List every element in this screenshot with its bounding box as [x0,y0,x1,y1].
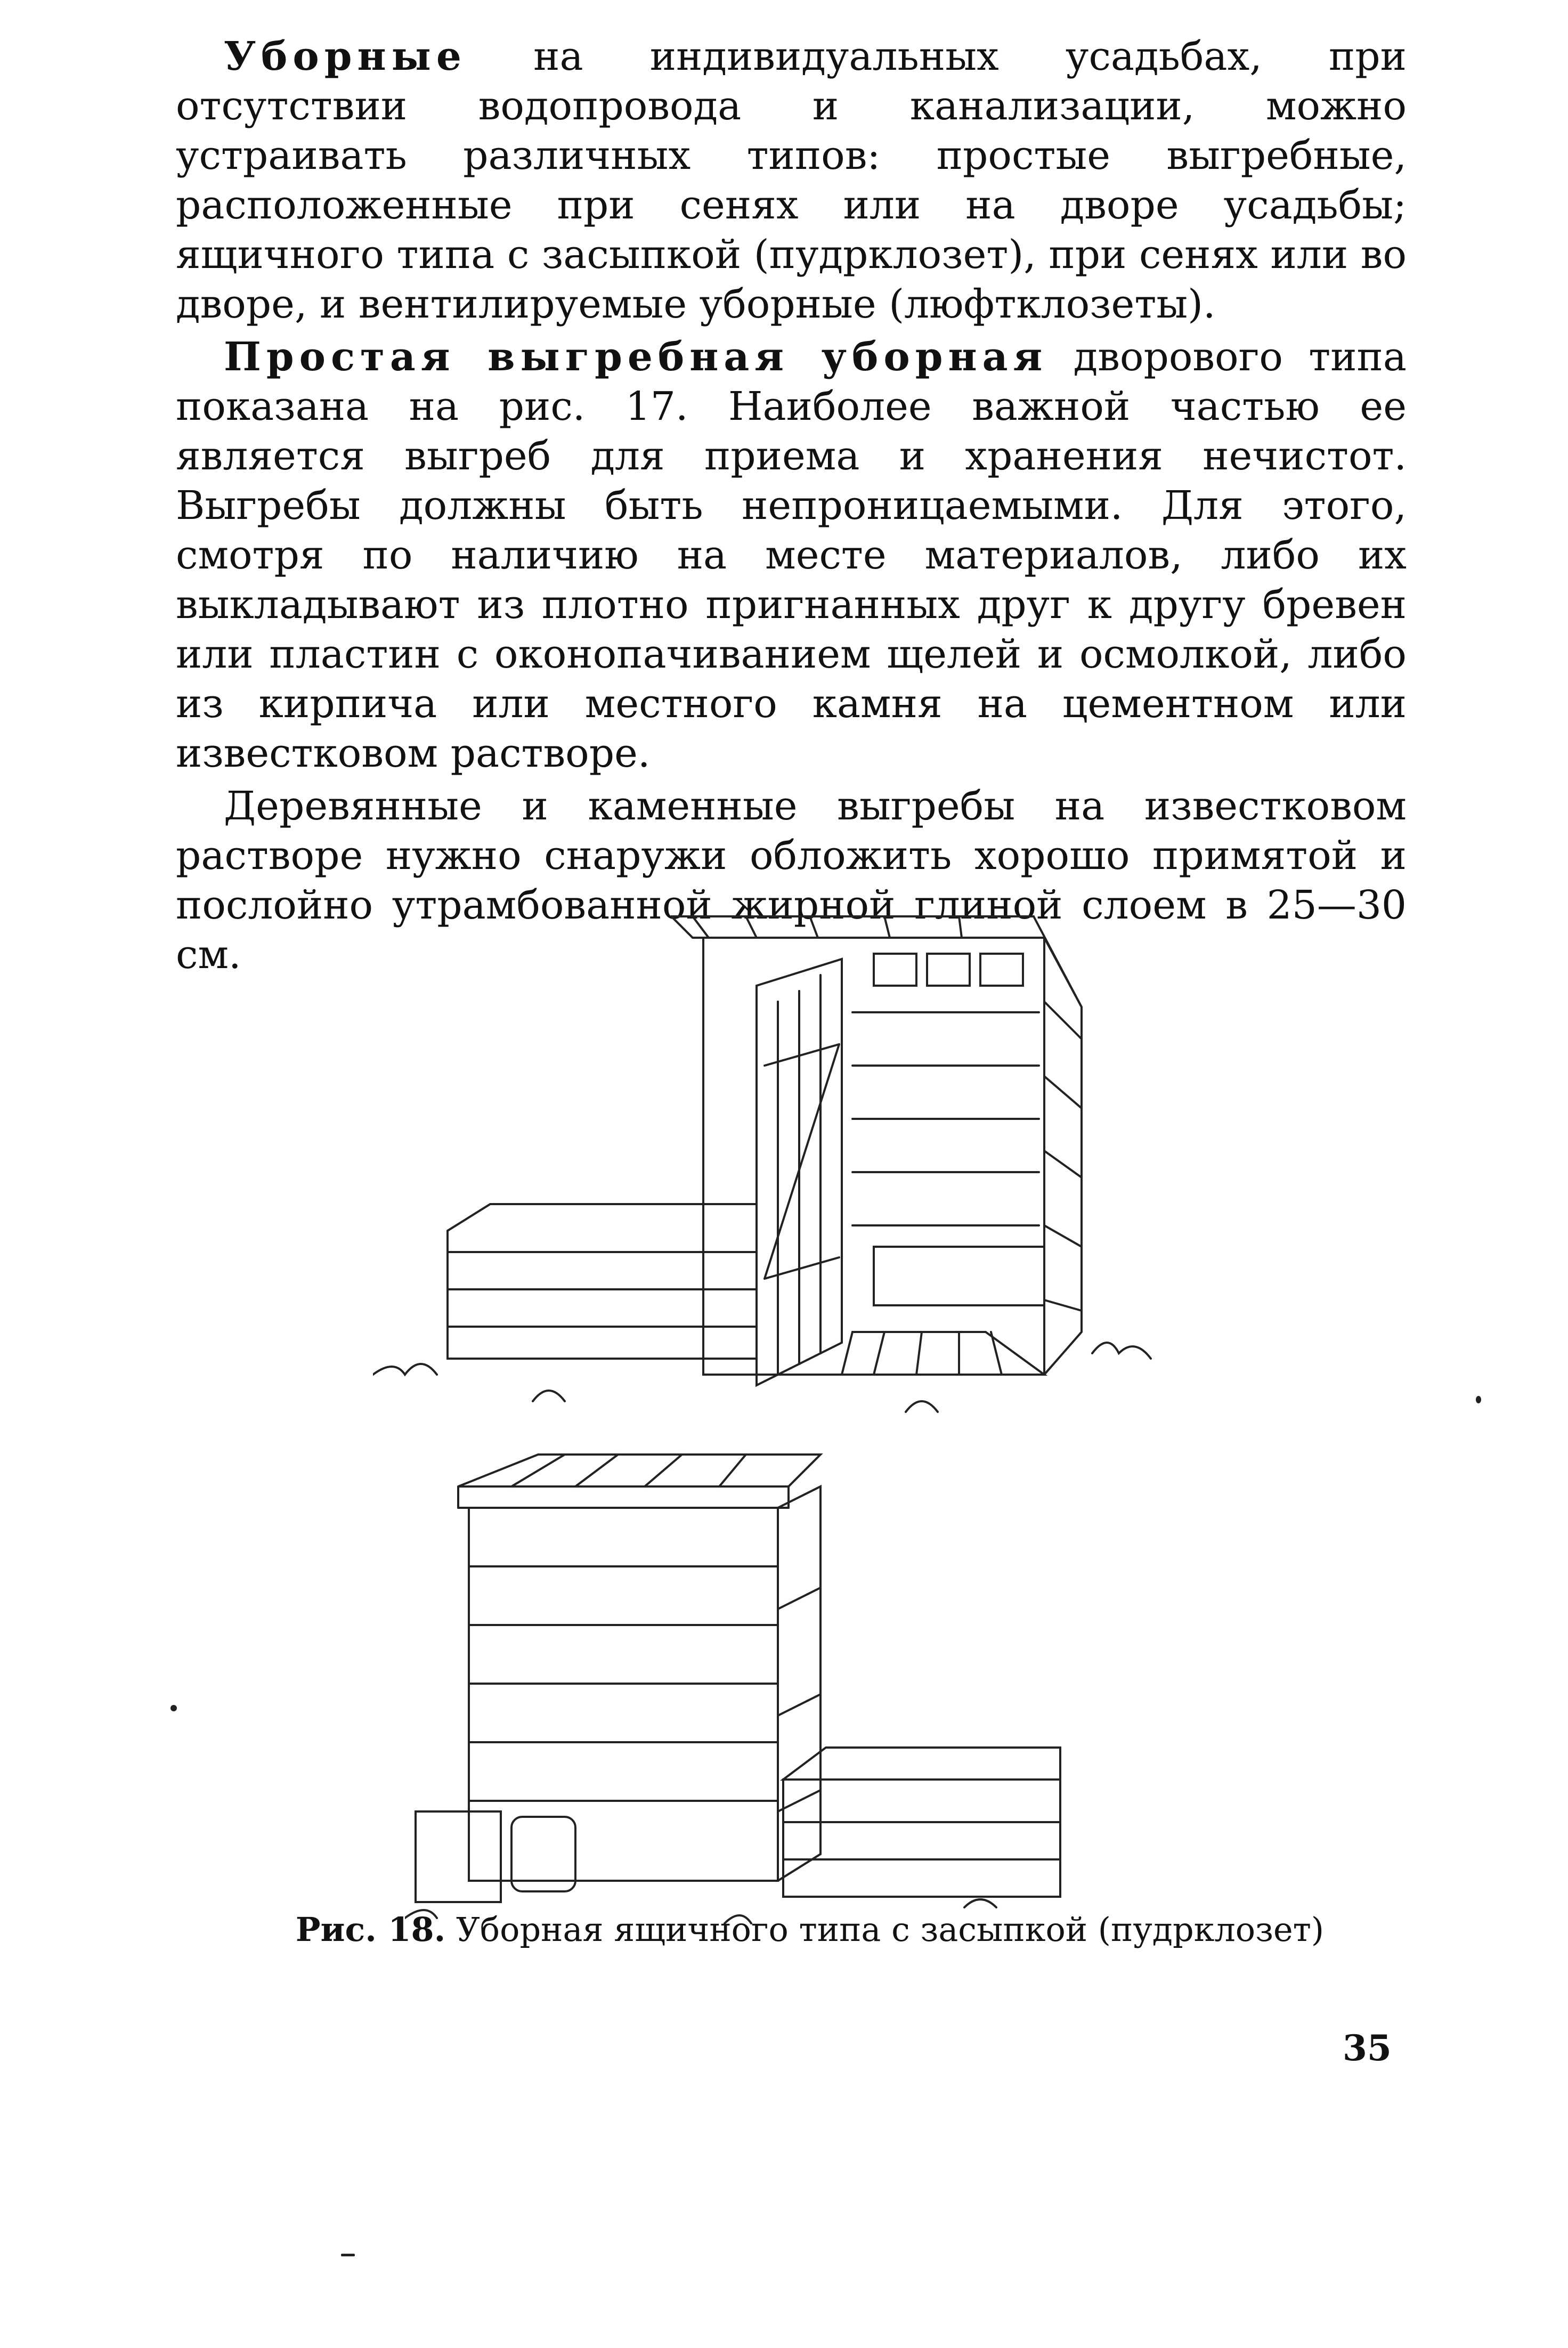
body-text [176,32,1407,980]
paragraph-2-lead: Простая выгребная уборная [224,334,1048,380]
figure-caption-text: Уборная ящичного типа с засыпкой (пудрклозет) [445,1910,1325,1949]
bin-box [783,1780,1060,1897]
figure-box-type-outhouse [405,1449,1151,2344]
paragraph-1 [176,32,1407,329]
vent-window-2 [927,954,970,986]
figure-caption [224,1910,1396,1949]
paragraph-1-text: на индивидуальных усадьбах, при отсутствии водопровода и канализации, можно устраивать различных типов: простые выгребные, расположенные при сенях или на дворе усадьбы; ящичного типа с засыпкой (пудрклозет), при сенях или во дворе, и вентилируемые уборные (люфтклозеты). [176,34,1407,327]
pit-box [448,1252,757,1359]
page-number: 35 [1343,2027,1392,2069]
front-wall [469,1508,778,1881]
outhouse-front-frame [703,938,1044,1375]
scan-speck [1476,1396,1481,1403]
grass [373,1343,1151,1412]
toilet-seat-box [874,1247,1044,1305]
hatch-door [416,1811,501,1902]
vent-window-1 [874,954,916,986]
floor-boards [842,1332,1044,1375]
roof-outline [671,916,1082,1007]
paragraph-2-text: дворового типа показана на рис. 17. Наиболее важной частью ее является выгреб для приема и хранения нечистот. Выгребы должны быть непроницаемыми. Для этого, смотря по наличию на месте материалов, либо их выкладывают из плотно пригнанных друг к другу бревен или пластин с оконопачиванием щелей и осмолкой, либо из кирпича или местного камня на цементном или известковом растворе. [176,334,1407,776]
scan-speck [170,1705,177,1711]
figure-outhouse-open-door [373,906,1183,1428]
paragraph-3-text: Деревянные и каменные выгребы на известковом растворе нужно снаружи обложить хорошо примятой и послойно утрамбованной жирной глиной слоем в 25—30 см. [176,783,1407,978]
pit-lid [448,1204,757,1252]
paragraph-1-lead: Уборные [224,34,467,79]
vent-window-3 [980,954,1023,986]
roof [458,1455,820,1486]
bin-lid [783,1748,1060,1780]
paragraph-2 [176,332,1407,778]
scan-speck [341,2254,355,2256]
figure-caption-label: Рис. 18. [295,1910,446,1949]
